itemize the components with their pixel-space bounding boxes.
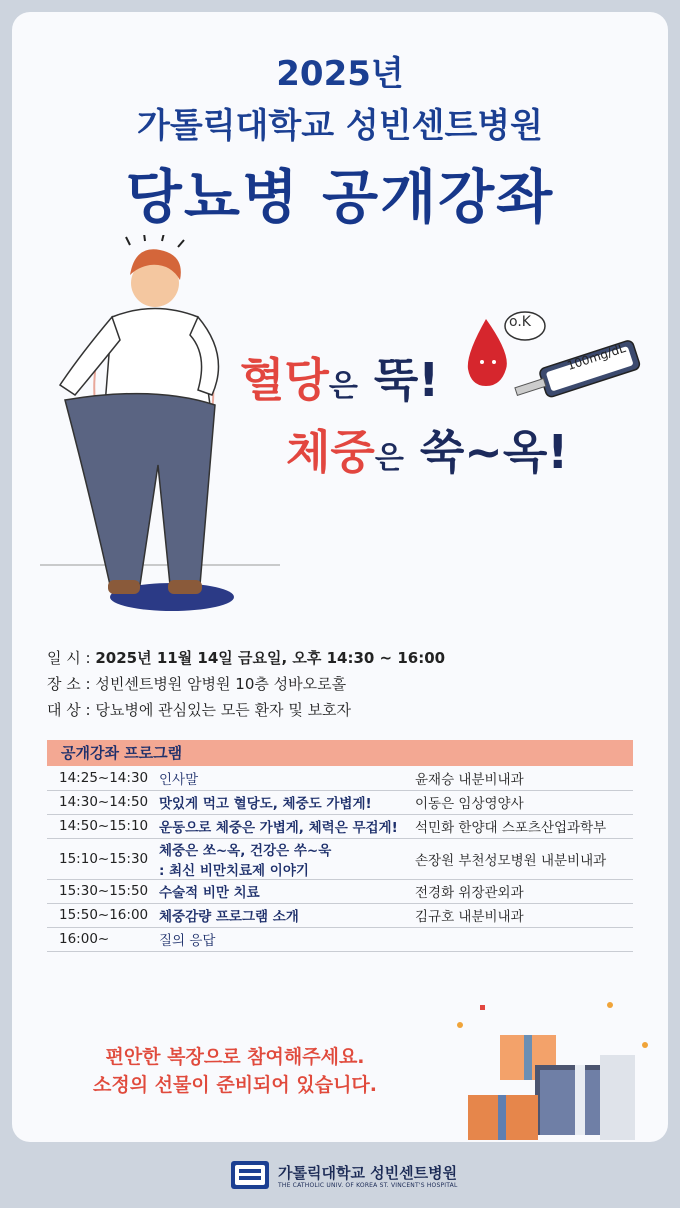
program-row [47, 838, 633, 879]
program-row [47, 766, 633, 790]
gift-boxes-illustration [440, 995, 660, 1145]
program-speaker [415, 927, 633, 951]
poster-hospital-name: 가톨릭대학교 성빈센트병원 [137, 106, 543, 146]
program-heading: 공개강좌 프로그램 [47, 740, 633, 766]
program-topic-subline: : 최신 비만치료제 이야기 [159, 862, 309, 879]
program-topic-line: 질의 응답 [159, 933, 216, 949]
program-topic [159, 903, 415, 927]
slogan-word-weight: 체중 [286, 425, 375, 479]
program-row [47, 879, 633, 903]
program-topic [159, 879, 415, 903]
program-speaker: 윤재승 내분비내과 [415, 766, 633, 790]
slogan-line-1 [240, 344, 439, 410]
event-place-label: 장 소 : [47, 675, 91, 693]
program-topic-line: 체중은 쏘~옥, 건강은 쑤~욱 [159, 842, 332, 859]
program-row [47, 814, 633, 838]
event-date [47, 647, 445, 668]
program-time: 14:50~15:10 [47, 814, 159, 838]
program-row [47, 927, 633, 951]
program-topic-line: 인사말 [159, 771, 199, 788]
event-target-value: 당뇨병에 관심있는 모든 환자 및 보호자 [95, 701, 352, 719]
event-date-label: 일 시 : [47, 649, 91, 667]
program-time: 15:30~15:50 [47, 879, 159, 903]
program-time: 16:00~ [47, 927, 159, 951]
footer-hospital-english: THE CATHOLIC UNIV. OF KOREA ST. VINCENT'S HOSPITAL [278, 1182, 458, 1189]
slogan-word-blood-sugar: 혈당 [240, 353, 329, 407]
event-target [47, 699, 351, 720]
program-topic-line: 수술적 비만 치료 [159, 885, 260, 901]
program-time: 14:30~14:50 [47, 790, 159, 814]
footer-hospital-name: 가톨릭대학교 성빈센트병원 [278, 1164, 458, 1182]
program-row [47, 790, 633, 814]
program-topic-line: 체중감량 프로그램 소개 [159, 909, 299, 925]
closing-line-1: 편안한 복장으로 참여해주세요. [105, 1046, 365, 1068]
program-table [47, 766, 633, 952]
event-place-value: 성빈센트병원 암병원 10층 성바오로홀 [95, 675, 347, 693]
slogan-line-2 [286, 416, 568, 482]
program-topic [159, 814, 415, 838]
program-time: 15:50~16:00 [47, 903, 159, 927]
event-date-value: 2025년 11월 14일 금요일, 오후 14:30 ~ 16:00 [95, 649, 446, 667]
program-time: 14:25~14:30 [47, 766, 159, 790]
program-time: 15:10~15:30 [47, 838, 159, 879]
slogan-particle: 은 [374, 441, 404, 476]
program-topic-line: 운동으로 체중은 가볍게, 체력은 무겁게! [159, 820, 398, 836]
program-speaker: 이동은 임상영양사 [415, 790, 633, 814]
program-speaker: 김규호 내분비내과 [415, 903, 633, 927]
program-topic [159, 766, 415, 790]
poster-main-title: 당뇨병 공개강좌 [125, 163, 555, 231]
slogan-word-drop: 뚝! [373, 353, 440, 407]
program-topic [159, 838, 415, 879]
program-row [47, 903, 633, 927]
glucose-meter-reading: 100mg/dL [565, 340, 628, 374]
program-topic-line: 맛있게 먹고 혈당도, 체중도 가볍게! [159, 796, 372, 812]
program-speaker: 석민화 한양대 스포츠산업과학부 [415, 814, 633, 838]
program-topic [159, 790, 415, 814]
hospital-logo-icon [230, 1160, 270, 1190]
ok-bubble-text: o.K [509, 314, 531, 330]
event-place [47, 673, 346, 694]
program-topic [159, 927, 415, 951]
slogan-word-slim: 쑥~옥! [419, 425, 569, 479]
poster-year: 2025년 [276, 54, 404, 94]
slogan-particle: 은 [328, 369, 358, 404]
program-speaker: 전경화 위장관외과 [415, 879, 633, 903]
closing-line-2: 소정의 선물이 준비되어 있습니다. [92, 1074, 378, 1096]
man-illustration [30, 235, 280, 625]
program-speaker: 손장원 부천성모병원 내분비내과 [415, 838, 633, 879]
event-target-label: 대 상 : [47, 701, 91, 719]
